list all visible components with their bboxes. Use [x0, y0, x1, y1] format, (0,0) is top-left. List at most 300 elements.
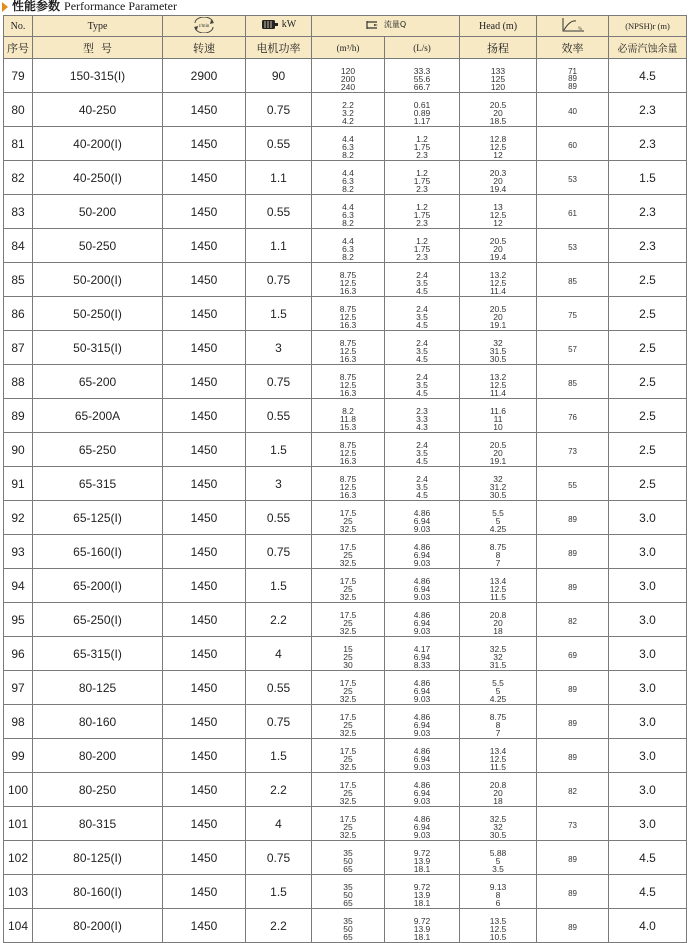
row-flow-ls-value: 1.75: [413, 209, 431, 220]
row-flow-ls-value: 4.86: [413, 541, 431, 552]
header-row-cn: [4, 37, 687, 59]
row-no-value: 88: [11, 374, 25, 389]
row-head-value: 12.5: [489, 141, 507, 152]
row-flow-m3h-value: 65: [343, 931, 353, 942]
row-npsh-value: 2.3: [639, 136, 656, 151]
row-type: [33, 365, 163, 399]
row-flow-ls: [385, 807, 460, 841]
table-row: [4, 501, 687, 535]
row-eff-stack: [568, 379, 577, 388]
row-power-value: 1.1: [270, 170, 287, 185]
row-flow-ls-value: 3.3: [416, 413, 428, 424]
row-flow-ls-value: 6.94: [413, 753, 431, 764]
row-flow-m3h-value: 32.5: [339, 761, 357, 772]
row-no-value: 96: [11, 646, 25, 661]
row-flow-m3h-value: 15: [343, 643, 353, 654]
row-flow-ls: [385, 875, 460, 909]
row-head-stack: [490, 713, 507, 737]
row-type: [33, 263, 163, 297]
row-flow-m3h-value: 8.75: [339, 269, 357, 280]
row-no: [4, 535, 33, 569]
row-head-stack: [490, 339, 507, 363]
row-flow-m3h-value: 25: [343, 685, 353, 696]
row-npsh: [609, 501, 687, 535]
row-head-value: 30.5: [489, 353, 507, 364]
row-eff-value: 55: [568, 480, 577, 490]
row-eff-value: 89: [568, 81, 577, 91]
row-power-value: 3: [275, 340, 282, 355]
row-head: [460, 671, 537, 705]
row-power: [246, 263, 312, 297]
row-eff-value: 73: [568, 820, 577, 830]
header-npsh: (NPSH)r (m): [609, 16, 687, 37]
row-flow-ls-stack: [414, 713, 431, 737]
row-flow-m3h-stack: [340, 679, 357, 703]
row-head-stack: [491, 67, 505, 91]
row-flow-ls-value: 2.4: [416, 473, 428, 484]
row-speed: [163, 637, 246, 671]
row-no-value: 103: [7, 884, 29, 899]
row-flow-m3h: [312, 773, 385, 807]
row-flow-m3h-value: 8.2: [342, 183, 354, 194]
row-npsh-value: 4.5: [639, 850, 656, 865]
row-head: [460, 603, 537, 637]
row-npsh-value: 2.3: [639, 102, 656, 117]
row-power-value: 90: [271, 68, 286, 83]
row-head-value: 11.4: [490, 387, 506, 398]
row-flow-ls: [385, 569, 460, 603]
row-head: [460, 807, 537, 841]
row-flow-ls-stack: [414, 611, 431, 635]
row-flow-ls-value: 3.5: [416, 379, 428, 390]
row-npsh: [609, 365, 687, 399]
row-flow-ls-value: 1.17: [413, 115, 431, 126]
row-head: [460, 433, 537, 467]
row-flow-ls-value: 6.94: [413, 583, 431, 594]
row-head-value: 20: [493, 175, 503, 186]
row-speed-value: 1450: [190, 646, 218, 661]
row-flow-ls: [385, 739, 460, 773]
row-type-value: 80-250: [78, 782, 117, 797]
row-speed-value: 1450: [190, 272, 218, 287]
row-power-value: 1.5: [270, 442, 287, 457]
row-flow-m3h-value: 16.3: [339, 455, 357, 466]
row-eff-value: 82: [568, 616, 577, 626]
row-head: [460, 161, 537, 195]
row-head-value: 120: [490, 81, 506, 92]
row-flow-m3h-value: 12.5: [339, 345, 357, 356]
row-flow-m3h-stack: [340, 781, 357, 805]
row-head-value: 19.1: [489, 319, 507, 330]
row-eff: [537, 909, 609, 943]
row-head-value: 133: [490, 65, 506, 76]
row-flow-m3h: [312, 59, 385, 93]
row-flow-ls-value: 4.86: [413, 779, 431, 790]
row-flow-ls-value: 3.5: [416, 311, 428, 322]
row-head-value: 20: [493, 243, 503, 254]
row-npsh-value: 3.0: [639, 748, 656, 763]
row-flow-m3h: [312, 705, 385, 739]
row-flow-ls-value: 6.94: [413, 685, 431, 696]
row-eff: [537, 773, 609, 807]
row-eff-stack: [568, 141, 577, 150]
row-flow-m3h-value: 17.5: [339, 507, 357, 518]
row-power: [246, 127, 312, 161]
row-flow-ls: [385, 229, 460, 263]
row-head-value: 11: [493, 413, 503, 424]
row-speed-value: 1450: [190, 680, 218, 695]
row-head: [460, 535, 537, 569]
row-flow-m3h-value: 32.5: [339, 829, 357, 840]
row-flow-ls: [385, 501, 460, 535]
row-flow-ls-stack: [414, 237, 431, 261]
power-unit: kW: [281, 19, 297, 30]
row-flow-ls-value: 18.1: [413, 863, 431, 874]
row-power-value: 1.1: [270, 238, 287, 253]
row-power: [246, 773, 312, 807]
row-head: [460, 569, 537, 603]
row-type-value: 80-125(I): [73, 850, 122, 865]
row-type: [33, 603, 163, 637]
row-flow-ls: [385, 195, 460, 229]
row-power: [246, 161, 312, 195]
row-head-stack: [490, 543, 507, 567]
row-type: [33, 399, 163, 433]
row-eff-stack: [568, 243, 577, 252]
row-flow-m3h-stack: [342, 169, 354, 193]
row-eff-stack: [568, 787, 577, 796]
row-flow-m3h-value: 15.3: [339, 421, 357, 432]
row-flow-m3h-value: 16.3: [339, 319, 357, 330]
row-flow-m3h-value: 6.3: [342, 243, 354, 254]
row-eff: [537, 229, 609, 263]
row-head-value: 31.5: [489, 345, 507, 356]
row-power-value: 0.55: [266, 408, 291, 423]
row-no-value: 100: [7, 782, 29, 797]
row-speed-value: 1450: [190, 170, 218, 185]
row-flow-m3h-value: 4.4: [342, 201, 354, 212]
row-head: [460, 773, 537, 807]
row-npsh: [609, 841, 687, 875]
row-no-value: 97: [11, 680, 25, 695]
rotation-icon: [191, 17, 217, 33]
row-power-value: 0.55: [266, 510, 291, 525]
row-flow-ls-value: 33.3: [413, 65, 431, 76]
row-flow-m3h: [312, 93, 385, 127]
row-eff-stack: [568, 855, 577, 864]
row-speed-value: 1450: [190, 204, 218, 219]
row-flow-ls-value: 6.94: [413, 515, 431, 526]
row-eff-stack: [568, 583, 577, 592]
row-eff-value: 89: [568, 514, 577, 524]
section-title: [0, 0, 689, 13]
row-head-value: 9.13: [489, 881, 507, 892]
row-flow-m3h-value: 16.3: [339, 353, 357, 364]
row-no: [4, 297, 33, 331]
row-npsh: [609, 875, 687, 909]
row-speed: [163, 331, 246, 365]
row-flow-ls-value: 1.75: [413, 175, 431, 186]
table-row: [4, 671, 687, 705]
row-flow-m3h-value: 120: [340, 65, 356, 76]
row-eff-value: 76: [568, 412, 577, 422]
row-flow-ls-stack: [414, 883, 431, 907]
row-flow-m3h-value: 8.2: [342, 251, 354, 262]
row-eff-value: 73: [568, 446, 577, 456]
row-flow-ls: [385, 399, 460, 433]
row-eff-stack: [568, 651, 577, 660]
row-npsh-value: 3.0: [639, 578, 656, 593]
row-no: [4, 739, 33, 773]
row-power-value: 0.75: [266, 714, 291, 729]
row-type-value: 40-250(I): [73, 170, 122, 185]
row-no: [4, 773, 33, 807]
row-head-value: 11.6: [490, 405, 506, 416]
table-row: [4, 161, 687, 195]
row-head-value: 11.4: [490, 285, 506, 296]
row-head: [460, 501, 537, 535]
row-no: [4, 161, 33, 195]
row-flow-m3h-stack: [340, 509, 357, 533]
row-npsh-value: 4.5: [639, 884, 656, 899]
row-flow-m3h-value: 25: [343, 821, 353, 832]
row-type-value: 50-200(I): [73, 272, 122, 287]
row-no-value: 91: [11, 476, 25, 491]
row-npsh: [609, 909, 687, 943]
row-power-value: 0.75: [266, 272, 291, 287]
row-head-value: 7: [495, 727, 501, 738]
row-no: [4, 93, 33, 127]
row-flow-m3h-value: 32.5: [339, 795, 357, 806]
row-head-value: 12.5: [489, 209, 507, 220]
row-flow-ls-value: 9.03: [413, 795, 431, 806]
row-flow-ls: [385, 671, 460, 705]
performance-table: [3, 15, 687, 943]
row-head-stack: [490, 169, 507, 193]
row-head-stack: [490, 237, 507, 261]
row-flow-ls-value: 9.03: [413, 693, 431, 704]
row-eff-stack: [568, 753, 577, 762]
header-no: No.: [4, 16, 33, 37]
row-flow-ls-stack: [414, 917, 431, 941]
row-flow-ls-value: 4.86: [413, 677, 431, 688]
row-flow-m3h: [312, 875, 385, 909]
row-power-value: 2.2: [270, 612, 287, 627]
row-type: [33, 127, 163, 161]
row-head-value: 6: [495, 897, 501, 908]
row-type: [33, 229, 163, 263]
row-no: [4, 875, 33, 909]
row-flow-m3h-value: 17.5: [339, 813, 357, 824]
row-head-value: 3.5: [492, 863, 504, 874]
row-flow-m3h-value: 32.5: [339, 693, 357, 704]
row-head-value: 32.5: [489, 643, 507, 654]
header-eff: [537, 16, 609, 37]
row-head: [460, 195, 537, 229]
row-flow-ls: [385, 161, 460, 195]
table-row: [4, 603, 687, 637]
row-head: [460, 229, 537, 263]
row-eff-stack: [568, 107, 577, 116]
row-speed: [163, 705, 246, 739]
row-flow-m3h-stack: [341, 67, 355, 91]
row-power-value: 2.2: [270, 918, 287, 933]
row-eff-value: 71: [568, 66, 577, 76]
row-no: [4, 637, 33, 671]
row-flow-m3h: [312, 501, 385, 535]
row-type-value: 65-250(I): [73, 612, 122, 627]
row-head-value: 4.25: [489, 693, 507, 704]
row-no: [4, 433, 33, 467]
row-npsh-value: 3.0: [639, 782, 656, 797]
row-no-value: 93: [11, 544, 25, 559]
table-row: [4, 773, 687, 807]
row-no: [4, 127, 33, 161]
row-power: [246, 739, 312, 773]
row-speed-value: 1450: [190, 612, 218, 627]
row-head-stack: [490, 781, 507, 805]
row-eff: [537, 297, 609, 331]
header-eff-cn: 效率: [537, 37, 609, 59]
table-row: [4, 807, 687, 841]
row-head-stack: [490, 305, 507, 329]
row-flow-ls: [385, 705, 460, 739]
row-flow-ls-value: 4.5: [416, 353, 428, 364]
row-speed: [163, 195, 246, 229]
row-power: [246, 229, 312, 263]
row-npsh-value: 2.5: [639, 306, 656, 321]
row-power-value: 0.55: [266, 680, 291, 695]
row-npsh-value: 2.3: [639, 238, 656, 253]
row-head-value: 13.4: [489, 575, 507, 586]
row-npsh: [609, 603, 687, 637]
row-power: [246, 603, 312, 637]
row-npsh-value: 3.0: [639, 816, 656, 831]
row-eff-value: 89: [568, 684, 577, 694]
row-eff: [537, 637, 609, 671]
row-flow-m3h-value: 16.3: [339, 387, 357, 398]
row-speed: [163, 569, 246, 603]
row-flow-m3h-stack: [340, 747, 357, 771]
row-flow-m3h-value: 4.4: [342, 167, 354, 178]
row-no: [4, 603, 33, 637]
row-power: [246, 875, 312, 909]
row-speed-value: 1450: [190, 578, 218, 593]
row-flow-m3h-value: 25: [343, 549, 353, 560]
row-flow-m3h-stack: [340, 815, 357, 839]
row-flow-ls-stack: [416, 305, 428, 329]
row-head-stack: [490, 101, 507, 125]
row-flow-m3h-stack: [340, 577, 357, 601]
row-flow-ls-value: 4.3: [416, 421, 428, 432]
row-eff: [537, 433, 609, 467]
row-eff: [537, 59, 609, 93]
row-type-value: 80-200(I): [73, 918, 122, 933]
row-flow-m3h-value: 30: [343, 659, 353, 670]
row-flow-m3h: [312, 297, 385, 331]
row-npsh-value: 2.5: [639, 272, 656, 287]
row-speed: [163, 365, 246, 399]
header-head: Head (m): [460, 16, 537, 37]
row-type-value: 40-250: [78, 102, 117, 117]
row-flow-ls-stack: [416, 373, 428, 397]
header-type-cn: 型 号: [33, 37, 163, 59]
row-power: [246, 501, 312, 535]
row-head-value: 7: [495, 557, 501, 568]
row-speed: [163, 297, 246, 331]
table-row: [4, 909, 687, 943]
row-flow-m3h-value: 4.4: [342, 133, 354, 144]
row-flow-m3h-stack: [342, 135, 354, 159]
header-row-en: [4, 16, 687, 37]
row-head-value: 20: [493, 311, 503, 322]
row-npsh-value: 1.5: [639, 170, 656, 185]
row-eff-value: 57: [568, 344, 577, 354]
row-eff: [537, 399, 609, 433]
row-flow-ls-value: 2.4: [416, 337, 428, 348]
row-flow-ls-stack: [414, 679, 431, 703]
row-head-value: 13.2: [489, 371, 507, 382]
row-power: [246, 705, 312, 739]
row-flow-ls: [385, 773, 460, 807]
row-head-stack: [490, 441, 507, 465]
row-npsh-value: 3.0: [639, 680, 656, 695]
row-head-value: 19.4: [489, 183, 507, 194]
row-head-value: 8: [495, 549, 501, 560]
row-eff: [537, 705, 609, 739]
row-no-value: 92: [11, 510, 25, 525]
header-npsh-cn: 必需汽蚀余量: [609, 37, 687, 59]
row-eff: [537, 263, 609, 297]
row-flow-ls-value: 2.4: [416, 269, 428, 280]
row-flow-m3h-value: 32.5: [339, 625, 357, 636]
row-head-value: 18.5: [489, 115, 507, 126]
row-flow-ls-value: 9.03: [413, 727, 431, 738]
row-npsh: [609, 671, 687, 705]
row-npsh: [609, 773, 687, 807]
row-power: [246, 59, 312, 93]
row-speed-value: 1450: [190, 306, 218, 321]
row-eff-stack: [568, 68, 577, 91]
row-head: [460, 59, 537, 93]
row-flow-ls-value: 2.3: [416, 217, 428, 228]
row-head: [460, 875, 537, 909]
row-flow-ls-value: 9.03: [413, 557, 431, 568]
row-npsh: [609, 297, 687, 331]
table-row: [4, 637, 687, 671]
row-head: [460, 297, 537, 331]
row-flow-m3h-value: 12.5: [339, 379, 357, 390]
row-flow-m3h-value: 35: [343, 915, 353, 926]
row-head: [460, 93, 537, 127]
row-eff-stack: [568, 719, 577, 728]
table-row: [4, 739, 687, 773]
row-type-value: 50-200: [78, 204, 117, 219]
row-no-value: 99: [11, 748, 25, 763]
eff-unit: %: [577, 26, 582, 32]
row-speed-value: 1450: [190, 238, 218, 253]
table-row: [4, 331, 687, 365]
row-head-stack: [490, 747, 507, 771]
row-flow-ls: [385, 603, 460, 637]
row-type-value: 65-315(I): [73, 646, 122, 661]
row-head-value: 31.5: [489, 659, 507, 670]
row-eff-stack: [568, 549, 577, 558]
row-power: [246, 399, 312, 433]
row-type-value: 50-250(I): [73, 306, 122, 321]
row-flow-ls: [385, 841, 460, 875]
row-no: [4, 501, 33, 535]
